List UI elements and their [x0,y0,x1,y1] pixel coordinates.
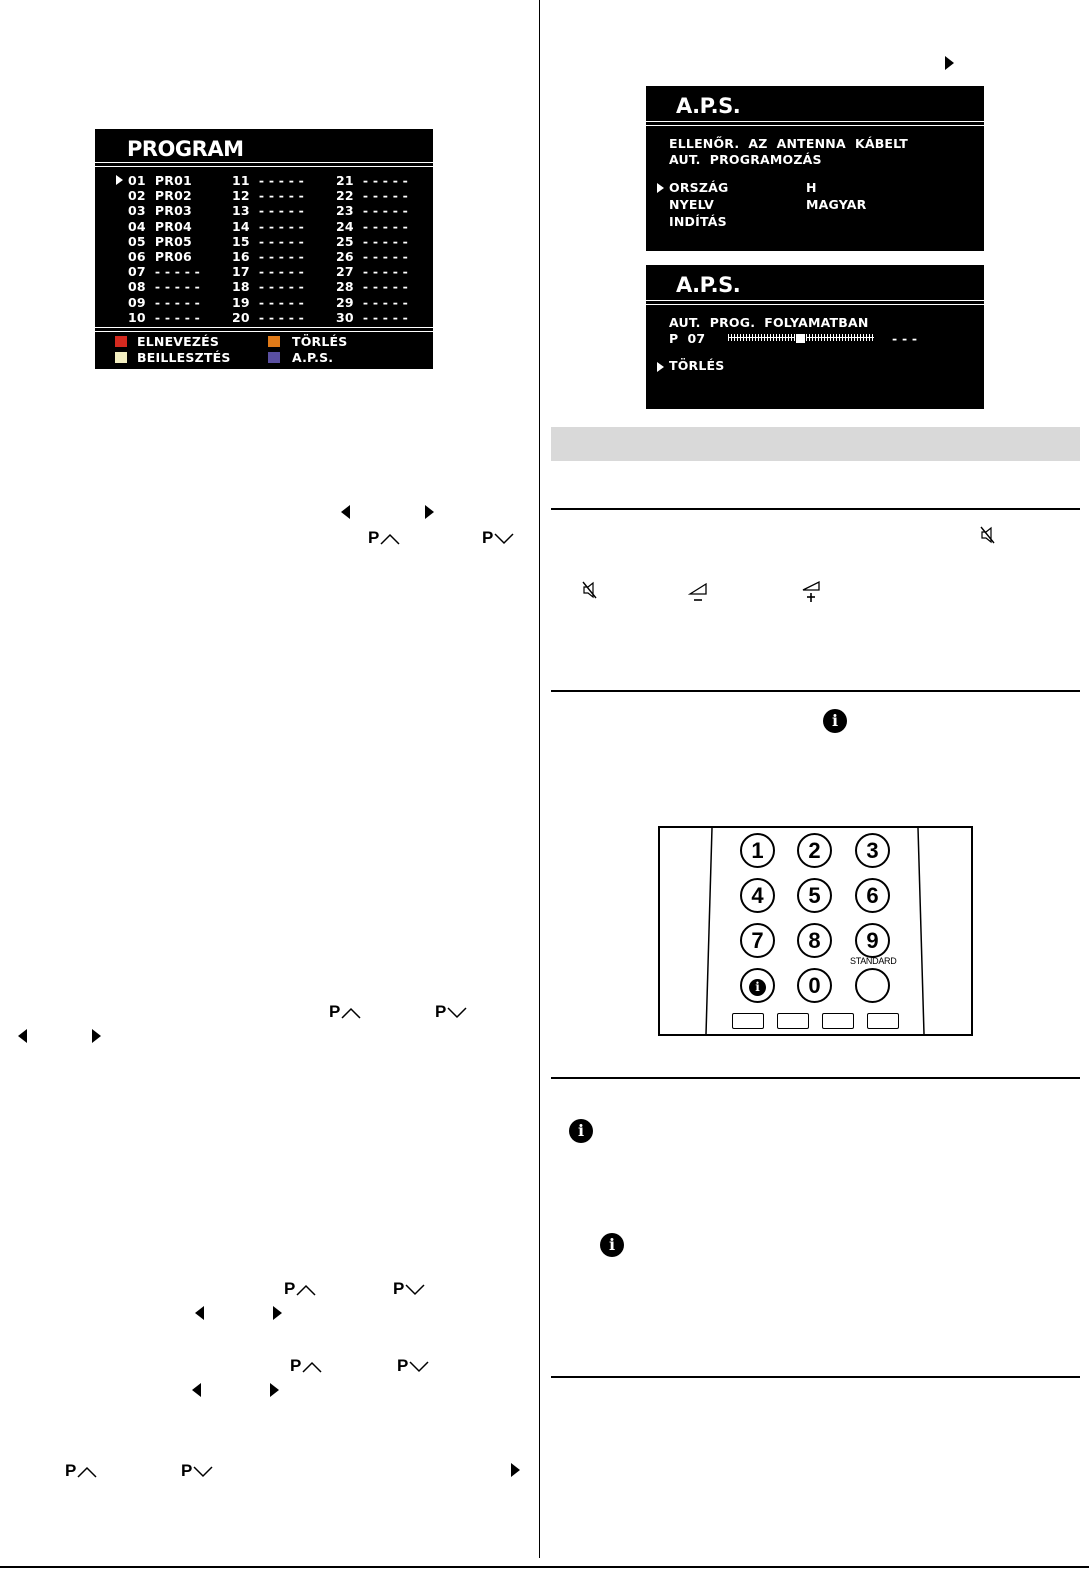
remote-key-5[interactable]: 5 [797,878,832,913]
program-list-item: 24 - - - - - [336,218,409,234]
program-list-item: 20 - - - - - [232,309,305,325]
aps-menu-title: A.P.S. [676,94,741,118]
program-list-item: 10 - - - - - [128,309,201,325]
program-list-item: 21 - - - - - [336,173,409,188]
program-list-item: 18 - - - - - [232,279,305,295]
right-arrow-icon [425,505,434,519]
aps-program-number: P 07 [669,331,706,346]
info-icon: i [600,1233,624,1257]
section-rule [551,690,1080,692]
legend-name: ELNEVEZÉS [137,334,220,349]
program-list-item: 07 - - - - - [128,264,201,280]
right-arrow-icon [270,1383,279,1397]
right-arrow-icon [511,1463,520,1477]
right-arrow-icon [273,1306,282,1320]
remote-info-key[interactable]: i [740,968,775,1003]
aps-frequency-readout: - - - [892,331,918,346]
remote-key-2[interactable]: 2 [797,833,832,868]
program-list-item: 03 PR03 [128,203,192,219]
mute-icon [979,525,997,545]
program-list-item: 26 - - - - - [336,249,409,264]
volume-down-icon [688,580,710,604]
section-rule [551,1077,1080,1079]
program-list-item: 12 - - - - - [232,188,305,204]
section-rule [551,508,1080,510]
remote-key-4[interactable]: 4 [740,878,775,913]
column-divider [539,0,540,1558]
red-key-icon [115,336,127,347]
remote-key-6[interactable]: 6 [855,878,890,913]
right-arrow-icon [945,56,954,70]
selection-pointer-icon [657,362,664,372]
program-list-item: 04 PR04 [128,218,192,234]
aps-delete-label: TÖRLÉS [669,358,725,373]
program-list-item: 28 - - - - - [336,279,409,295]
remote-key-8[interactable]: 8 [797,923,832,958]
color-key-yellow[interactable] [822,1013,854,1029]
p-down-key: P [393,1279,426,1299]
orange-key-icon [268,336,280,347]
aps-progress-bar [728,334,874,341]
aps-check-antenna: ELLENŐR. AZ ANTENNA KÁBELT [669,136,908,151]
color-key-red[interactable] [732,1013,764,1029]
program-list-item: 09 - - - - - [128,294,201,310]
color-key-green[interactable] [777,1013,809,1029]
standard-label: STANDARD [850,956,897,966]
program-list-item: 02 PR02 [128,188,192,204]
program-list-item: 22 - - - - - [336,188,409,204]
aps-in-progress: AUT. PROG. FOLYAMATBAN [669,315,869,330]
program-list-item: 08 - - - - - [128,279,201,295]
legend-delete: TÖRLÉS [292,334,348,349]
remote-key-9[interactable]: 9 [855,923,890,958]
program-menu [95,129,433,369]
selection-pointer-icon [657,183,664,193]
remote-key-1[interactable]: 1 [740,833,775,868]
purple-key-icon [268,352,280,363]
left-arrow-icon [192,1383,201,1397]
remote-standard-key[interactable] [855,968,890,1003]
aps-country-label: ORSZÁG [669,180,729,195]
program-list-item: 15 - - - - - [232,233,305,249]
remote-control-illustration [658,826,973,1036]
program-list-item: 13 - - - - - [232,203,305,219]
aps-language-value: MAGYAR [806,197,867,212]
program-list-item: 25 - - - - - [336,233,409,249]
aps-country-value: H [806,180,817,195]
selection-pointer-icon [116,175,123,185]
mute-icon [581,580,599,600]
remote-key-0[interactable]: 0 [797,968,832,1003]
program-list-item: 30 - - - - - [336,309,409,325]
aps-auto-programming: AUT. PROGRAMOZÁS [669,152,822,167]
p-down-key: P [435,1002,468,1022]
left-arrow-icon [18,1029,27,1043]
color-key-blue[interactable] [867,1013,899,1029]
program-list-item: 01 PR01 [128,173,192,188]
volume-up-icon [801,580,823,604]
aps-language-label: NYELV [669,197,714,212]
program-list-item: 17 - - - - - [232,264,305,280]
p-down-key: P [181,1461,214,1481]
program-menu-title: PROGRAM [127,137,244,161]
program-list-item: 14 - - - - - [232,218,305,234]
remote-key-3[interactable]: 3 [855,833,890,868]
program-list-item: 19 - - - - - [232,294,305,310]
legend-insert: BEILLESZTÉS [137,350,231,365]
info-icon: i [569,1119,593,1143]
p-up-key: P [284,1279,317,1299]
p-up-key: P [329,1002,362,1022]
remote-key-7[interactable]: 7 [740,923,775,958]
p-down-key: P [397,1356,430,1376]
progress-marker [795,333,806,344]
page-bottom-rule [0,1566,1089,1568]
program-list-item: 27 - - - - - [336,264,409,280]
right-arrow-icon [92,1029,101,1043]
p-up-key: P [290,1356,323,1376]
aps-menu-progress [646,265,984,409]
p-down-key: P [482,528,515,548]
program-list-item: 16 - - - - - [232,249,305,264]
program-list-item: 29 - - - - - [336,294,409,310]
aps-menu-title: A.P.S. [676,273,741,297]
p-up-key: P [65,1461,98,1481]
left-arrow-icon [195,1306,204,1320]
section-rule [551,1376,1080,1378]
program-list-item: 05 PR05 [128,233,192,249]
program-list-item: 06 PR06 [128,249,192,264]
aps-start-label: INDÍTÁS [669,214,727,229]
p-up-key: P [368,528,401,548]
program-list-item: 11 - - - - - [232,173,305,188]
left-arrow-icon [341,505,350,519]
info-icon: i [823,709,847,733]
program-list-item: 23 - - - - - [336,203,409,219]
aps-menu-setup [646,86,984,251]
legend-aps: A.P.S. [292,350,334,365]
yellow-key-icon [115,352,127,363]
section-header-band [551,427,1080,461]
